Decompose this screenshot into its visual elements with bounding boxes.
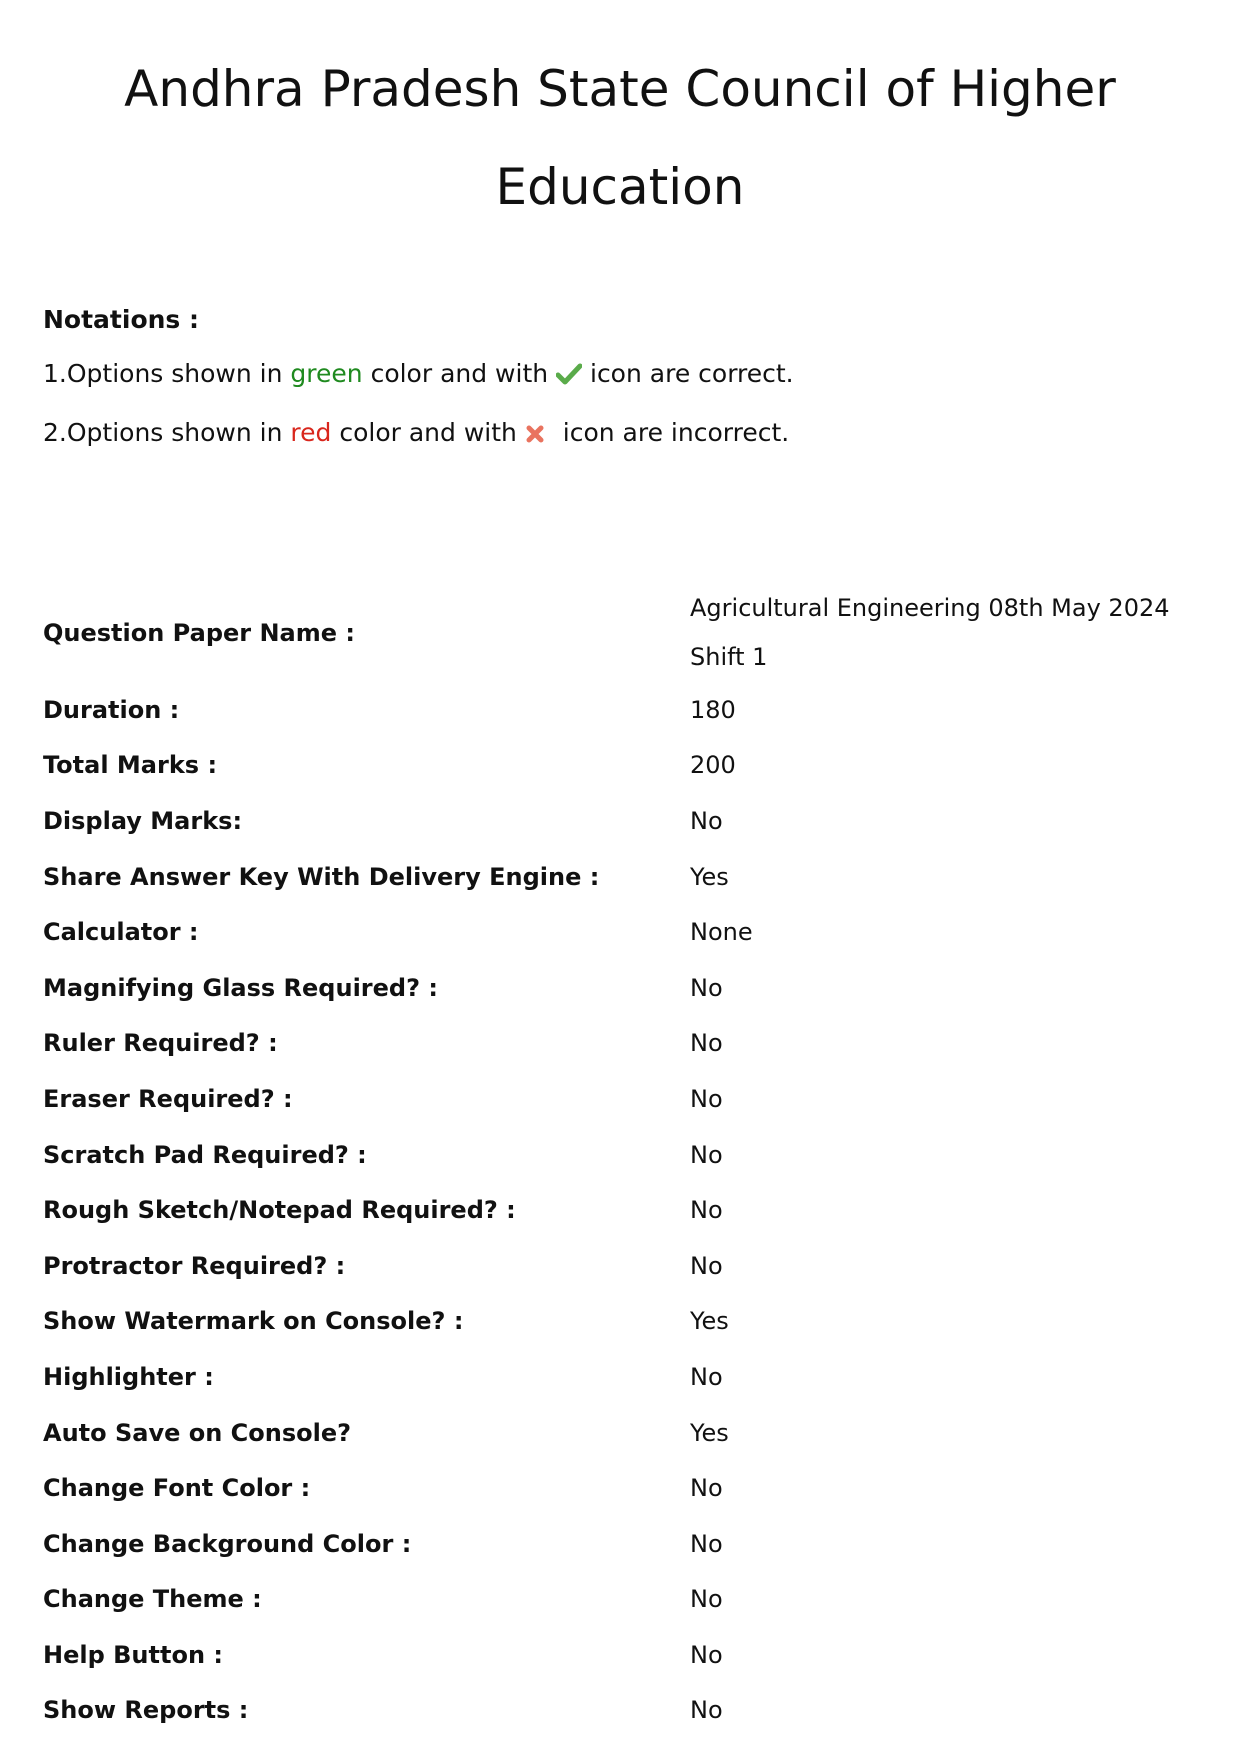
- table-row: [43, 1405, 1193, 1461]
- row-label: Protractor Required? :: [43, 1251, 346, 1280]
- row-value: No: [690, 1640, 723, 1669]
- table-row: [43, 1349, 1193, 1405]
- table-row: [43, 1182, 1193, 1238]
- row-label: Rough Sketch/Notepad Required? :: [43, 1196, 516, 1225]
- row-value: No: [690, 1196, 723, 1225]
- table-row: [43, 1071, 1193, 1127]
- row-label: Scratch Pad Required? :: [43, 1140, 367, 1169]
- row-value: No: [690, 1084, 723, 1113]
- table-row: [43, 960, 1193, 1016]
- row-value: No: [690, 806, 723, 835]
- row-value: No: [690, 1251, 723, 1280]
- row-value: No: [690, 973, 723, 1002]
- table-row: [43, 793, 1193, 849]
- table-row: [43, 1460, 1193, 1516]
- row-label: Auto Save on Console?: [43, 1418, 352, 1447]
- info-table-body: [43, 584, 1193, 1738]
- notation-incorrect: [43, 405, 1193, 464]
- row-value: 180: [690, 695, 736, 724]
- row-value: No: [690, 1140, 723, 1169]
- table-row: [43, 1016, 1193, 1072]
- row-value: Yes: [690, 1418, 729, 1447]
- row-value: No: [690, 1696, 723, 1725]
- row-value: Agricultural Engineering 08th May 2024 Shift 1: [690, 594, 1170, 671]
- row-label: Calculator :: [43, 918, 199, 947]
- cross-icon: [525, 408, 545, 464]
- row-label: Share Answer Key With Delivery Engine :: [43, 862, 600, 891]
- table-row: [43, 849, 1193, 905]
- notation-correct: [43, 346, 1193, 405]
- table-row: [43, 1627, 1193, 1683]
- table-row: [43, 1294, 1193, 1350]
- row-label: Total Marks :: [43, 751, 218, 780]
- row-value: Yes: [690, 862, 729, 891]
- row-value: No: [690, 1362, 723, 1391]
- table-row: [43, 682, 1193, 738]
- notations-heading: Notations :: [43, 305, 199, 334]
- row-label: Show Watermark on Console? :: [43, 1307, 464, 1336]
- row-value: Yes: [690, 1307, 729, 1336]
- page-title: Andhra Pradesh State Council of Higher Education: [124, 60, 1116, 216]
- table-row: [43, 1683, 1193, 1739]
- table-row: [43, 1572, 1193, 1628]
- table-row: [43, 1238, 1193, 1294]
- table-row: [43, 1516, 1193, 1572]
- row-value: 200: [690, 751, 736, 780]
- row-label: Change Background Color :: [43, 1529, 412, 1558]
- notation-incorrect-suffix: icon are incorrect.: [554, 418, 790, 447]
- row-value: No: [690, 1585, 723, 1614]
- check-icon: [556, 349, 582, 405]
- table-row: [43, 738, 1193, 794]
- notation-correct-middle: color and with: [362, 359, 557, 388]
- row-label: Change Font Color :: [43, 1474, 311, 1503]
- row-label: Display Marks:: [43, 806, 243, 835]
- notation-incorrect-color-word: red: [290, 418, 332, 447]
- table-row: [43, 1127, 1193, 1183]
- notation-incorrect-middle: color and with: [331, 418, 525, 447]
- row-label: Magnifying Glass Required? :: [43, 973, 438, 1002]
- question-paper-info-table: [43, 584, 1193, 1738]
- table-row: [43, 584, 1193, 682]
- notation-correct-suffix: icon are correct.: [582, 359, 794, 388]
- table-row: [43, 904, 1193, 960]
- row-label: Change Theme :: [43, 1585, 262, 1614]
- row-label: Eraser Required? :: [43, 1084, 293, 1113]
- row-label: Highlighter :: [43, 1362, 214, 1391]
- notations-section: [43, 300, 1193, 464]
- row-label: Duration :: [43, 695, 180, 724]
- row-value: No: [690, 1474, 723, 1503]
- row-label: Help Button :: [43, 1640, 223, 1669]
- row-label: Question Paper Name :: [43, 619, 355, 647]
- row-value: No: [690, 1029, 723, 1058]
- notation-correct-prefix: 1.Options shown in: [43, 359, 291, 388]
- row-value: No: [690, 1529, 723, 1558]
- row-label: Show Reports :: [43, 1696, 249, 1725]
- row-label: Ruler Required? :: [43, 1029, 278, 1058]
- notation-incorrect-prefix: 2.Options shown in: [43, 418, 291, 447]
- notation-correct-color-word: green: [290, 359, 363, 388]
- row-value: None: [690, 918, 753, 947]
